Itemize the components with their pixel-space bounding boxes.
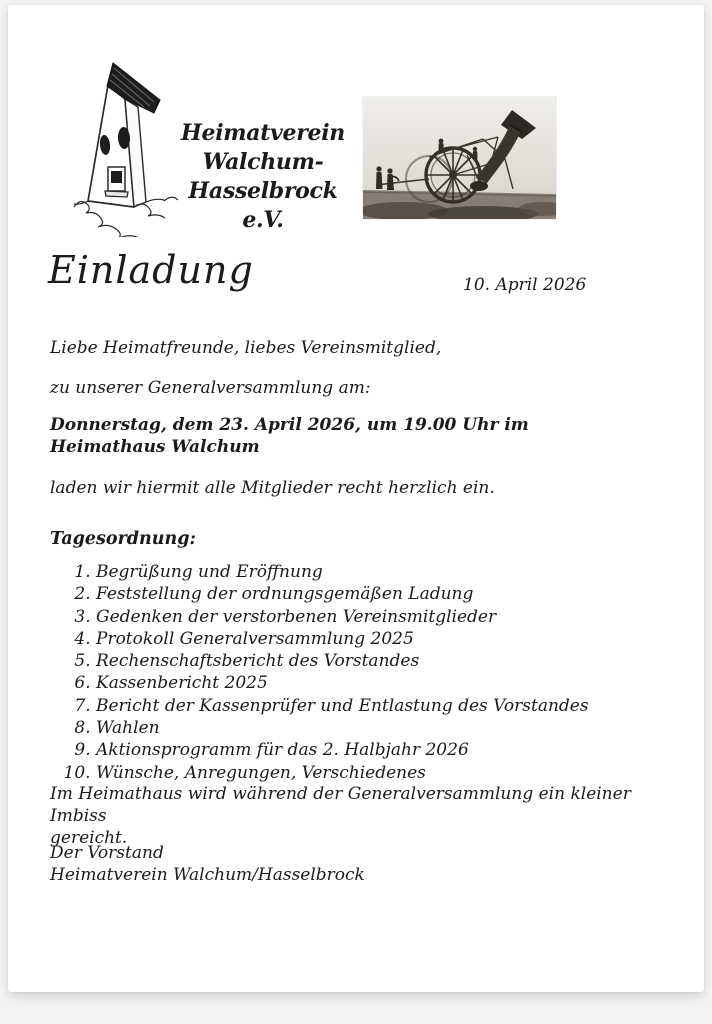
agenda-item: 8. Wahlen (96, 717, 680, 739)
agenda-item: 5. Rechenschaftsbericht des Vorstandes (96, 650, 680, 672)
org-name-line3: e.V. (242, 207, 284, 233)
event-line1: Donnerstag, dem 23. April 2026, um 19.00 Uhr im (50, 415, 529, 435)
event-line2: Heimathaus Walchum (50, 437, 260, 457)
document-title: Einladung (48, 248, 254, 292)
org-title (144, 119, 382, 235)
org-name-line1: Heimatverein (181, 120, 345, 146)
intro-line: zu unserer Generalversammlung am: (50, 378, 371, 398)
salutation: Liebe Heimatfreunde, liebes Vereinsmitglied, (50, 338, 442, 358)
note-paragraph (50, 783, 680, 849)
agenda-item: 6. Kassenbericht 2025 (96, 672, 680, 694)
agenda-item: 3. Gedenken der verstorbenen Vereinsmitglieder (96, 606, 680, 628)
note-line1: Im Heimathaus wird während der Generalversammlung ein kleiner Imbiss (50, 784, 631, 826)
invite-line: laden wir hiermit alle Mitglieder recht herzlich ein. (50, 478, 495, 498)
agenda-heading: Tagesordnung: (50, 529, 196, 549)
historic-airplane-recovery-photo (363, 97, 556, 219)
closing-line1: Der Vorstand (50, 843, 164, 863)
agenda-item: 4. Protokoll Generalversammlung 2025 (96, 628, 680, 650)
document-date: 10. April 2026 (463, 275, 587, 295)
org-name-line2: Walchum-Hasselbrock (188, 149, 338, 204)
event-details (50, 414, 680, 458)
invitation-letter-page (8, 5, 704, 992)
agenda-item: 10. Wünsche, Anregungen, Verschiedenes (96, 762, 680, 784)
agenda-item: 2. Feststellung der ordnungsgemäßen Ladung (96, 583, 680, 605)
closing-line2: Heimatverein Walchum/Hasselbrock (50, 865, 365, 885)
agenda-item: 9. Aktionsprogramm für das 2. Halbjahr 2026 (96, 739, 680, 761)
agenda-item: 7. Bericht der Kassenprüfer und Entlastung des Vorstandes (96, 695, 680, 717)
agenda-item: 1. Begrüßung und Eröffnung (96, 561, 680, 583)
note-line2: gereicht. (50, 828, 128, 848)
agenda-list (50, 561, 680, 784)
closing-signature (50, 842, 680, 886)
